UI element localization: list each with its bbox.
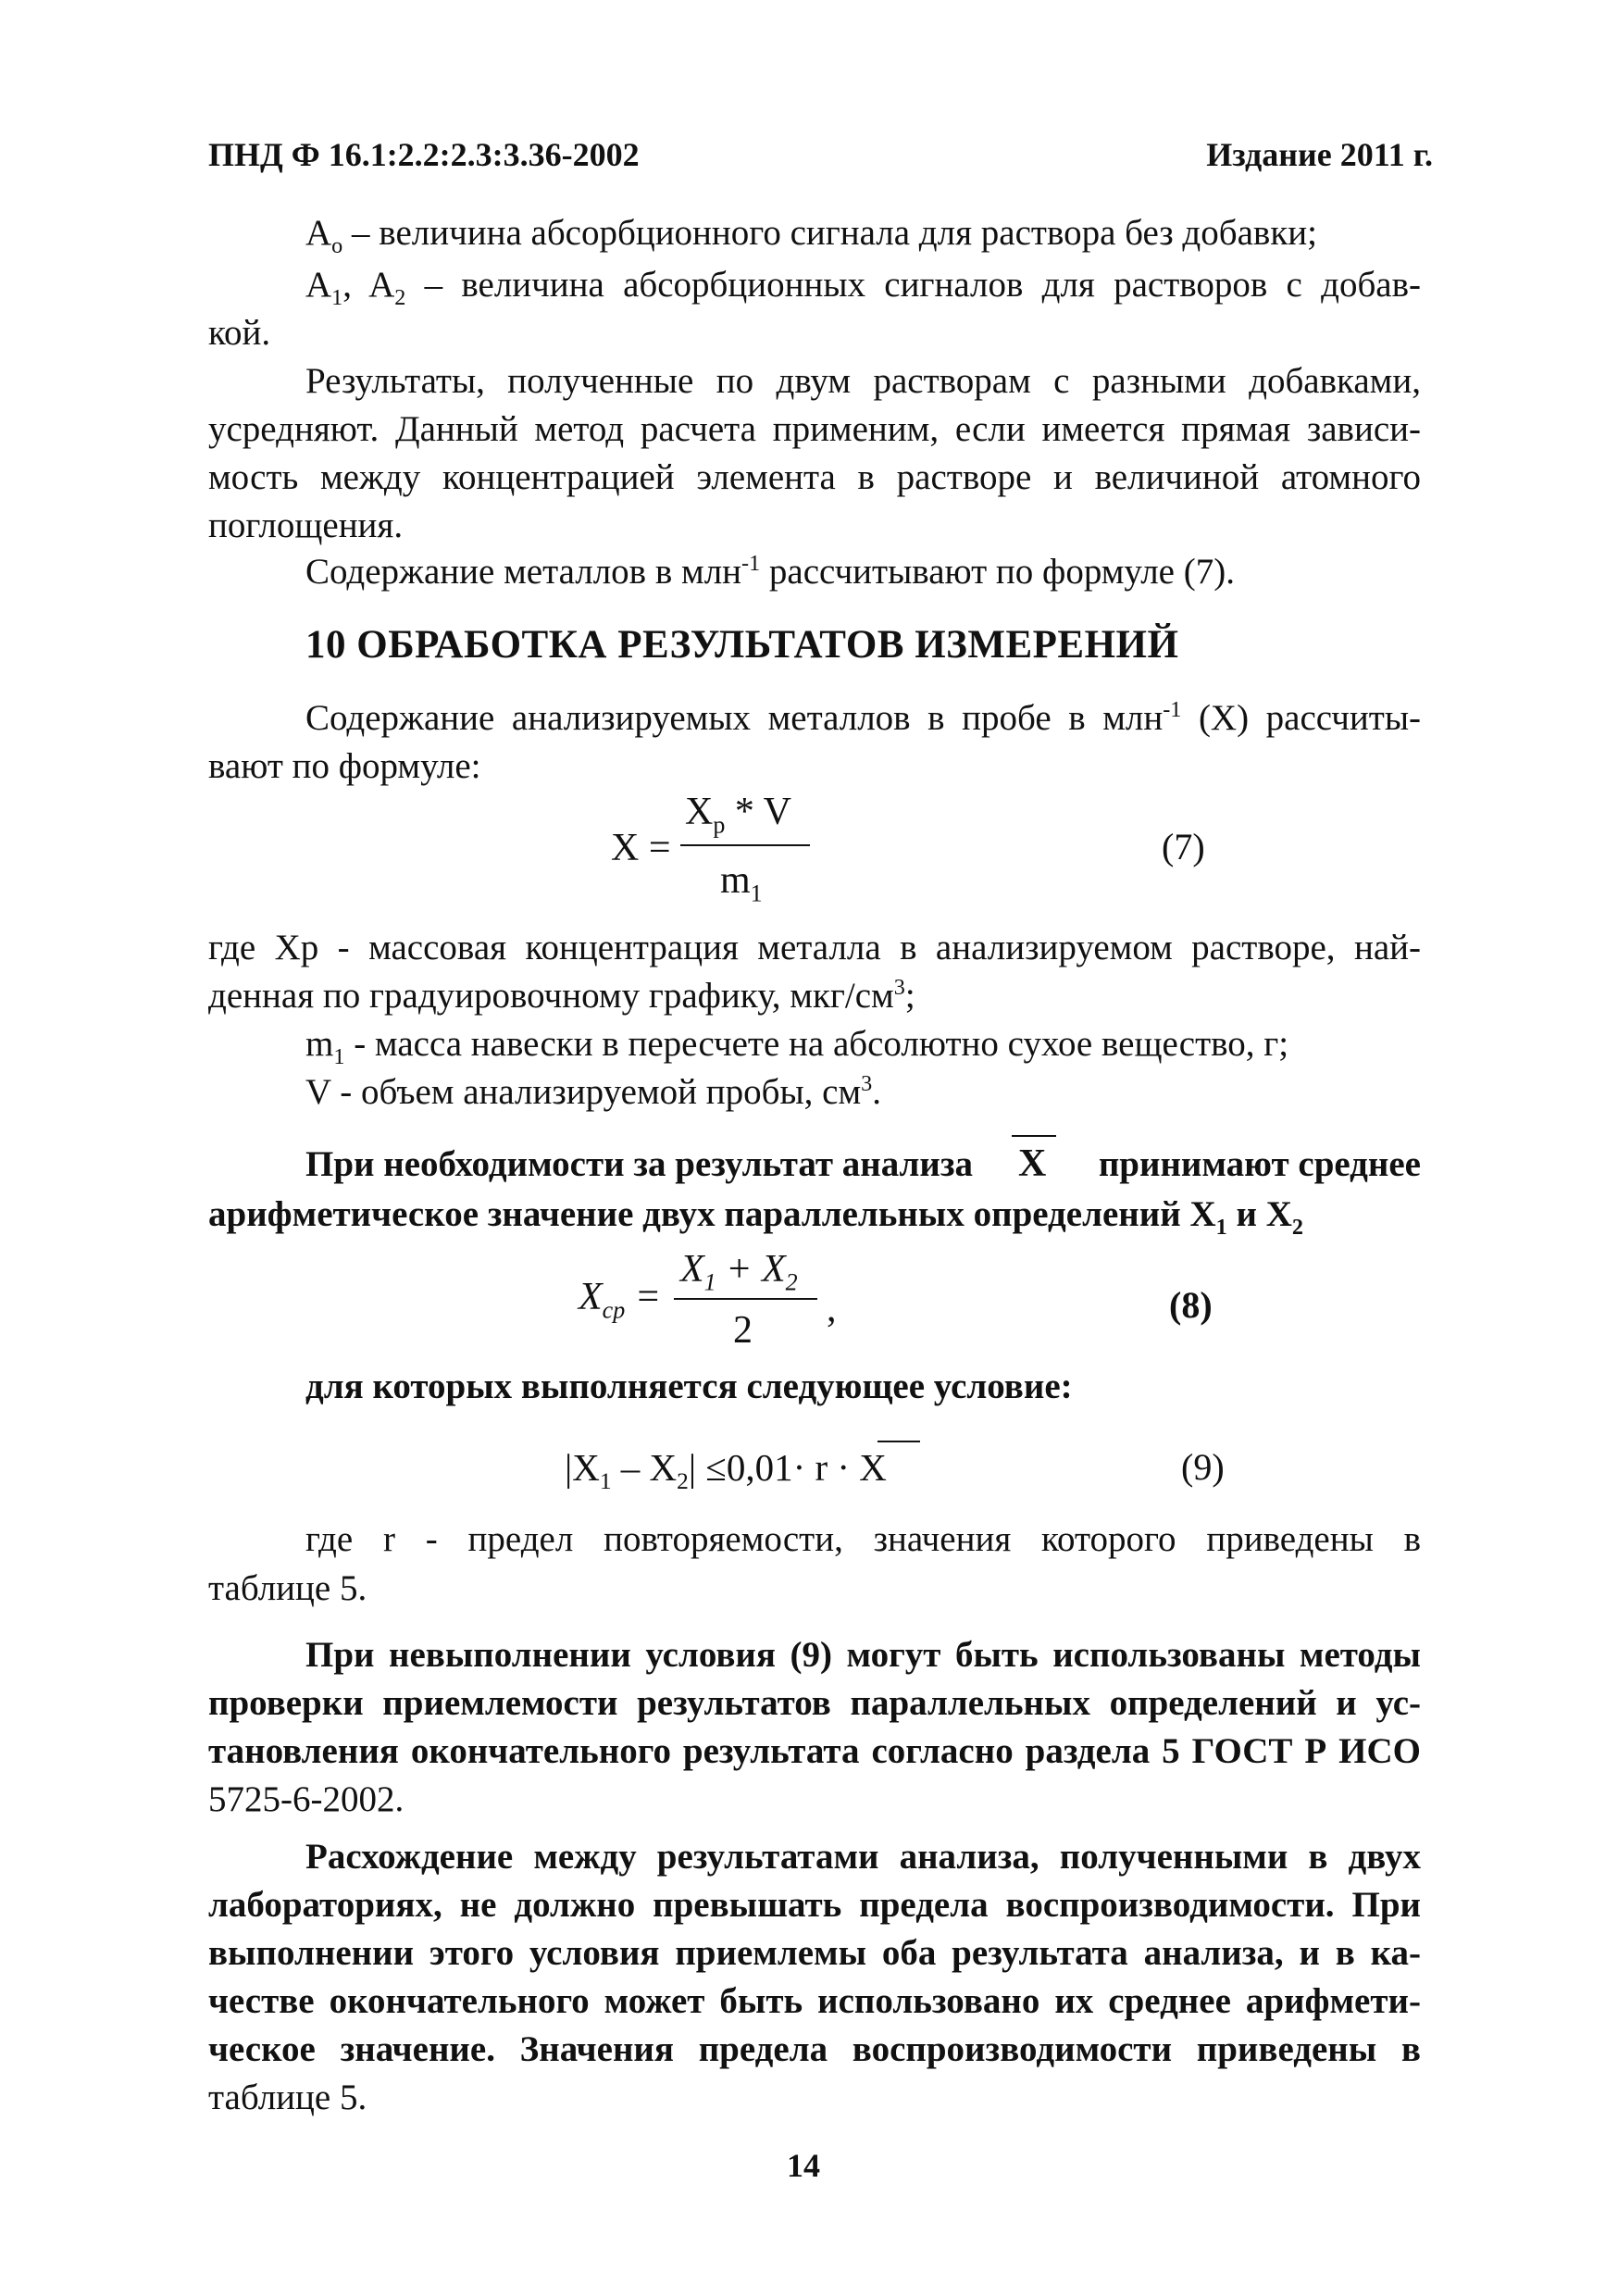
a0-definition: $A_o$ – величина абсорбционного сигнала для раствора без добавки;	[305, 213, 1317, 258]
paragraph-7-line1: Расхождение между результатами анализа, полученными в двух	[305, 1837, 1421, 1877]
paragraph-6-line2: проверки приемлемости результатов параллельных определений и ус-	[208, 1683, 1421, 1723]
where-v: V - объем анализируемой пробы, $см^3$.	[305, 1071, 882, 1112]
paragraph-2: Содержание металлов в млн$^{-1}$ рассчитывают по формуле (7).	[305, 551, 1235, 592]
edition-label: Издание 2011 г.	[1206, 136, 1433, 173]
where-m1: $m_1$ - масса навески в пересчете на абсолютно сухое вещество, г;	[305, 1024, 1289, 1069]
paragraph-6-line3: тановления окончательного результата согласно раздела 5 ГОСТ Р ИСО	[208, 1731, 1421, 1771]
paragraph-1-line3: мость между концентрацией элемента в растворе и величиной атомного	[208, 457, 1421, 497]
paragraph-1-line4: поглощения.	[208, 505, 404, 545]
paragraph-6-line1: При невыполнении условия (9) могут быть использованы методы	[305, 1635, 1421, 1675]
paragraph-7-line4: честве окончательного может быть использовано их среднее арифмети-	[208, 1981, 1421, 2021]
paragraph-7-line6: таблице 5.	[208, 2078, 367, 2117]
formula-8-number: (8)	[1169, 1284, 1213, 1326]
paragraph-3-line2: вают по формуле:	[208, 746, 481, 786]
formula-8-numerator: $X_1 + X_2$	[680, 1248, 798, 1296]
document-code: ПНД Ф 16.1:2.2:2.3:3.36-2002	[208, 136, 640, 173]
formula-7-number: (7)	[1162, 826, 1205, 867]
paragraph-7-line2: лабораториях, не должно превышать предела воспроизводимости. При	[208, 1885, 1421, 1925]
formula-8-denominator: 2	[733, 1309, 753, 1352]
section-heading: 10 ОБРАБОТКА РЕЗУЛЬТАТОВ ИЗМЕРЕНИЙ	[305, 623, 1179, 667]
paragraph-4-line1a: При необходимости за результат анализа	[305, 1144, 974, 1184]
formula-7-lhs: X =	[611, 827, 671, 869]
paragraph-3-line1: Содержание анализируемых металлов в пробе в млн$^{-1}$ (X) рассчиты-	[305, 697, 1422, 738]
paragraph-6-line4: 5725-6-2002.	[208, 1779, 404, 1819]
a12-definition-line1: $A_1$, $A_2$ – величина абсорбционных сигналов для растворов с добав-	[305, 265, 1422, 310]
formula-9-overline	[877, 1441, 920, 1442]
formula-8-fraction-bar	[674, 1298, 817, 1300]
paragraph-4-line1b: принимают среднее	[1098, 1144, 1421, 1184]
x-bar-overline	[1012, 1135, 1056, 1137]
where-r-line1: где r - предел повторяемости, значения которого приведены в	[305, 1519, 1421, 1559]
formula-8-comma: ,	[827, 1288, 837, 1330]
paragraph-1-line2: усредняют. Данный метод расчета применим, если имеется прямая зависи-	[208, 409, 1421, 449]
where-r-line2: таблице 5.	[208, 1568, 367, 1608]
formula-8-lhs: $X_{cp}$ =	[579, 1276, 662, 1324]
where-xp-line1: где Xp - массовая концентрация металла в анализируемом растворе, най-	[208, 928, 1421, 967]
x-bar-symbol: X	[1018, 1142, 1047, 1185]
formula-7-denominator: $m_1$	[720, 859, 763, 907]
formula-9-number: (9)	[1181, 1446, 1225, 1488]
paragraph-7-line3: выполнении этого условия приемлемы оба результата анализа, и в ка-	[208, 1933, 1421, 1973]
paragraph-5: для которых выполняется следующее условие:	[305, 1366, 1073, 1406]
formula-7-numerator: $X_p$ * V	[685, 791, 791, 839]
paragraph-7-line5: ческое значение. Значения предела воспроизводимости приведены в	[208, 2029, 1421, 2069]
paragraph-4-line2: арифметическое значение двух параллельных определений $X_1$ и $X_2$	[208, 1194, 1303, 1240]
formula-7-fraction-bar	[680, 844, 810, 846]
a12-definition-line2: кой.	[208, 313, 271, 353]
formula-9-expression: $|X_1 - X_2| \le 0,01\cdot r \cdot X$	[565, 1446, 887, 1495]
where-xp-line2: денная по градуировочному графику, мкг/$см^3$;	[208, 975, 915, 1016]
paragraph-1-line1: Результаты, полученные по двум растворам с разными добавками,	[305, 361, 1421, 401]
page-number: 14	[787, 2147, 820, 2184]
